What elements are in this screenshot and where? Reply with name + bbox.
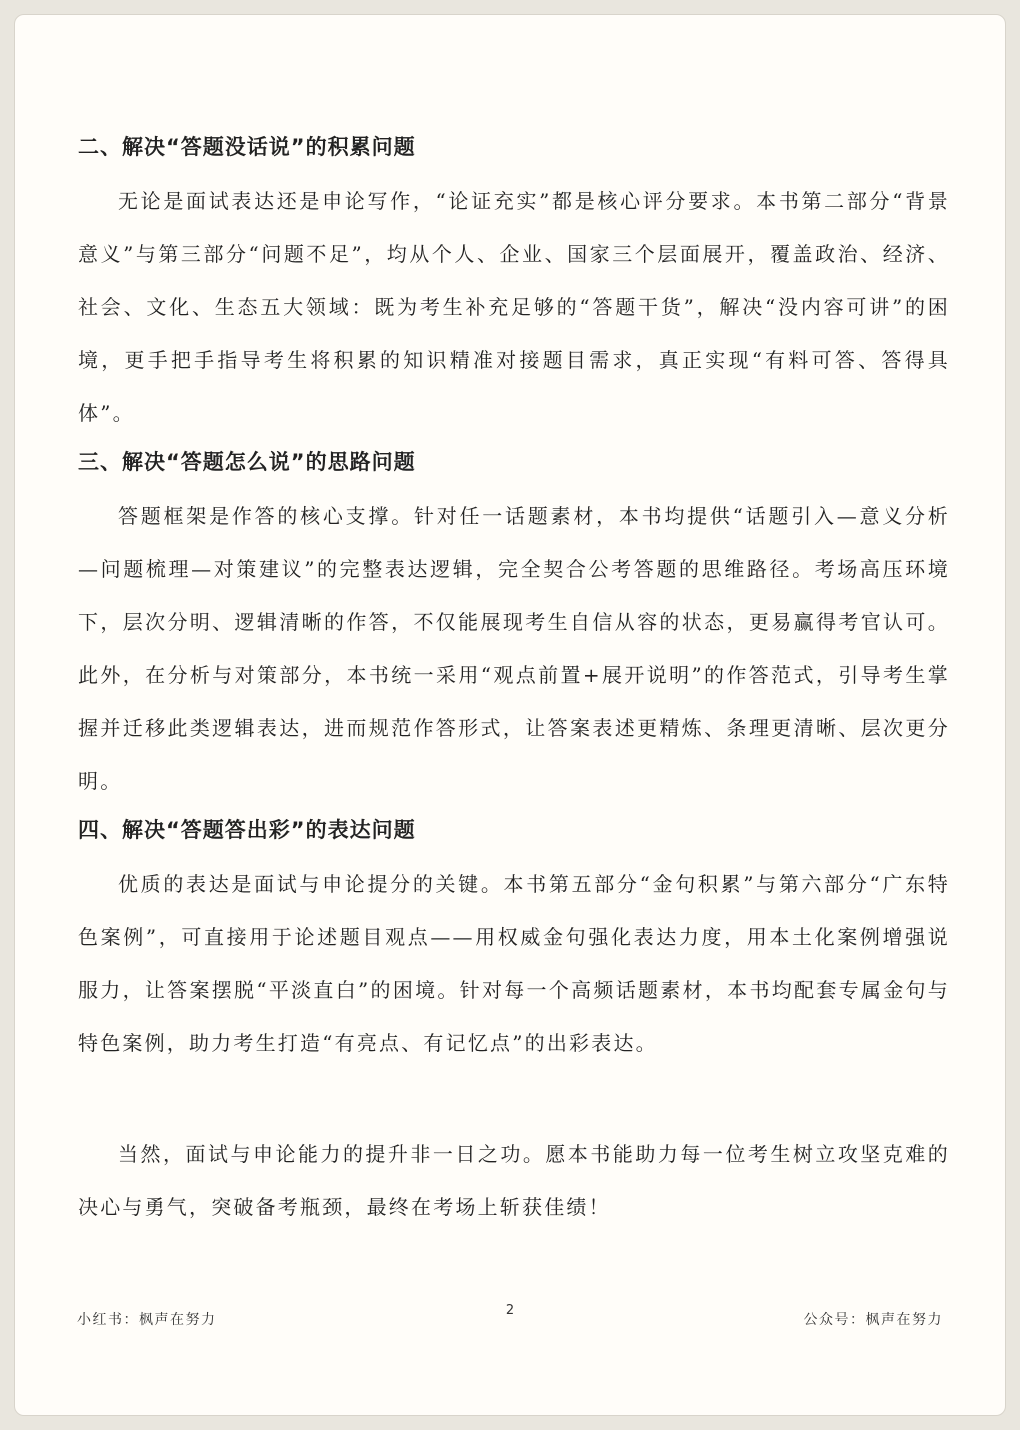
section-paragraph-2: 无论是面试表达还是申论写作，“论证充实”都是核心评分要求。本书第二部分“背景意义”与第三部分“问题不足”，均从个人、企业、国家三个层面展开，覆盖政治、经济、社会、文化、生态五大领域：既为考生补充足够的“答题干货”，解决“没内容可讲”的困境，更手把手指导考生将积累的知识精准对接题目需求，真正实现“有料可答、答得具体”。 xyxy=(78,189,950,425)
page-content xyxy=(78,127,950,1236)
section-heading-3: 三、解决“答题怎么说”的思路问题 xyxy=(78,450,416,474)
section-paragraph-4: 优质的表达是面试与申论提分的关键。本书第五部分“金句积累”与第六部分“广东特色案例”，可直接用于论述题目观点——用权威金句强化表达力度，用本土化案例增强说服力，让答案摆脱“平淡直白”的困境。针对每一个高频话题素材，本书均配套专属金句与特色案例，助力考生打造“有亮点、有记忆点”的出彩表达。 xyxy=(78,872,950,1055)
page-number: 2 xyxy=(505,1303,515,1318)
section-heading-4: 四、解决“答题答出彩”的表达问题 xyxy=(78,818,416,842)
paragraph-spacer xyxy=(78,1072,950,1128)
section-heading-2: 二、解决“答题没话说”的积累问题 xyxy=(78,135,416,159)
footer-xiaohongshu: 小红书：枫声在努力 xyxy=(77,1312,217,1328)
closing-paragraph: 当然，面试与申论能力的提升非一日之功。愿本书能助力每一位考生树立攻坚克难的决心与勇气，突破备考瓶颈，最终在考场上斩获佳绩！ xyxy=(78,1142,950,1219)
footer-wechat-account: 公众号：枫声在努力 xyxy=(803,1312,943,1328)
section-paragraph-3: 答题框架是作答的核心支撑。针对任一话题素材，本书均提供“话题引入—意义分析—问题梳理—对策建议”的完整表达逻辑，完全契合公考答题的思维路径。考场高压环境下，层次分明、逻辑清晰的作答，不仅能展现考生自信从容的状态，更易赢得考官认可。此外，在分析与对策部分，本书统一采用“观点前置+展开说明”的作答范式，引导考生掌握并迁移此类逻辑表达，进而规范作答形式，让答案表述更精炼、条理更清晰、层次更分明。 xyxy=(78,504,950,793)
document-page xyxy=(14,14,1006,1416)
